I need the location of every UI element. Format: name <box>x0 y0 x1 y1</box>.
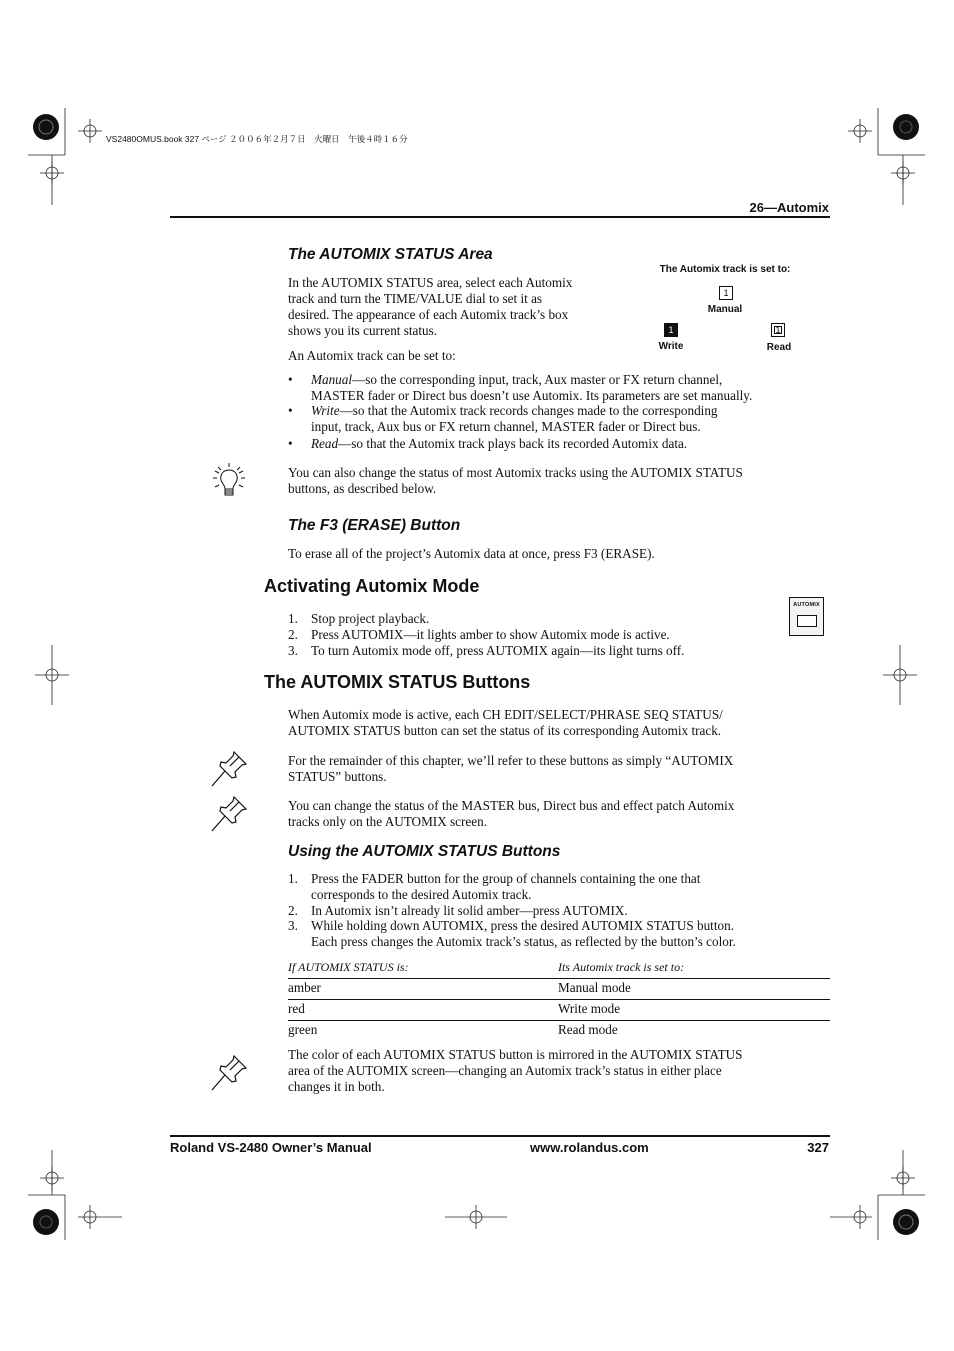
activating-steps <box>288 611 768 659</box>
lightbulb-tip-icon <box>212 462 246 500</box>
write-label: Write <box>658 341 684 352</box>
figure-caption: The Automix track is set to: <box>659 264 791 275</box>
section-heading-f3: The F3 (ERASE) Button <box>288 517 461 534</box>
section-heading-using: Using the AUTOMIX STATUS Buttons <box>288 843 561 860</box>
automix-status-figure <box>640 262 820 357</box>
manual-status-box: 1 <box>719 286 733 300</box>
page-number: 327 <box>807 1140 829 1155</box>
section-heading-status-buttons: The AUTOMIX STATUS Buttons <box>264 672 531 692</box>
table-divider <box>288 999 830 1000</box>
status-area-paragraph: In the AUTOMIX STATUS area, select each Automix track and turn the TIME/VALUE dial to set it as desired. The appearance of each Automix track’s box shows you its current status. <box>288 275 573 338</box>
pushpin-note-icon <box>210 1054 248 1092</box>
f3-text: To erase all of the project’s Automix data at once, press F3 (ERASE). <box>288 546 655 561</box>
read-label: Read <box>766 342 792 353</box>
read-status-box: 1 <box>771 323 785 337</box>
chapter-header: 26—Automix <box>749 200 829 215</box>
write-status-box: 1 <box>664 323 678 337</box>
manual-label: Manual <box>707 304 743 315</box>
note-text: For the remainder of this chapter, we’ll refer to these buttons as simply “AUTOMIX STATUS” buttons. <box>288 753 734 784</box>
note-text: You can change the status of the MASTER bus, Direct bus and effect patch Automix tracks only on the AUTOMIX screen. <box>288 798 735 829</box>
footer-website: www.rolandus.com <box>530 1140 649 1155</box>
print-mark-text: VS2480OMUS.book 327 ページ ２００６年２月７日 火曜日 午後４時１６分 <box>106 134 408 144</box>
list-item: 1. Stop project playback. <box>288 611 430 626</box>
section-heading-status-area: The AUTOMIX STATUS Area <box>288 246 493 263</box>
tip-text: You can also change the status of most Automix tracks using the AUTOMIX STATUS buttons, as described below. <box>288 465 743 496</box>
note-text: The color of each AUTOMIX STATUS button is mirrored in the AUTOMIX STATUS area of the AUTOMIX screen—changing an Automix track’s status in either place changes it in both. <box>288 1047 743 1094</box>
automix-button-graphic <box>789 597 824 636</box>
automix-button-key <box>797 615 817 627</box>
status-buttons-paragraph: When Automix mode is active, each CH EDIT/SELECT/PHRASE SEQ STATUS/ AUTOMIX STATUS button can set the status of its corresponding Automix track. <box>288 707 723 738</box>
header-rule <box>170 216 830 218</box>
section-heading-activating: Activating Automix Mode <box>264 576 480 596</box>
table-divider <box>288 978 830 979</box>
pushpin-note-icon <box>210 795 248 833</box>
footer-manual-title: Roland VS-2480 Owner’s Manual <box>170 1140 372 1155</box>
status-area-intro: An Automix track can be set to: <box>288 348 456 363</box>
pushpin-note-icon <box>210 750 248 788</box>
list-item: 2. Press AUTOMIX—it lights amber to show Automix mode is active. <box>288 627 670 642</box>
table-divider <box>288 1020 830 1021</box>
list-item: 3. To turn Automix mode off, press AUTOMIX again—its light turns off. <box>288 643 685 658</box>
footer-rule <box>170 1135 830 1137</box>
automix-button-label: AUTOMIX <box>793 602 820 608</box>
